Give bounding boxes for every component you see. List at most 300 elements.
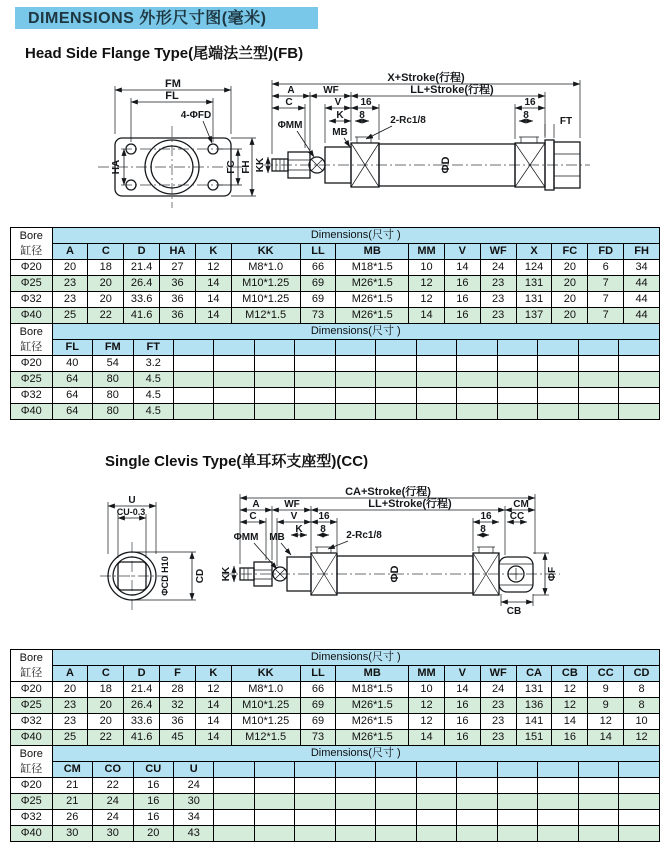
table-row [11, 276, 660, 292]
dim-cell-empty [254, 810, 294, 826]
bore-header: Bore 缸径 [11, 650, 53, 682]
dim-label-fm: FM [165, 78, 181, 90]
column-header-empty [295, 340, 335, 356]
dim-cell: 25 [52, 308, 88, 324]
dim-cell-empty [295, 388, 335, 404]
dim-cell: 41.6 [124, 730, 160, 746]
dim-cell-empty [295, 404, 335, 420]
column-header-empty [578, 340, 618, 356]
dim-cell: 16 [552, 730, 588, 746]
dim-cell-empty [416, 356, 456, 372]
dim-cell-empty [416, 794, 456, 810]
column-header-empty [497, 340, 537, 356]
dim-cell: 64 [52, 404, 92, 420]
column-header-cm: CM [52, 762, 92, 778]
dim-label-x-stroke: X+Stroke(行程) [387, 72, 465, 84]
dim-cell: 16 [444, 292, 480, 308]
dim-cell: 21 [52, 778, 92, 794]
dim-cell-empty [335, 826, 375, 842]
table-row [11, 260, 660, 276]
dim-cell-empty [376, 810, 416, 826]
dim-label-16a: 16 [360, 97, 372, 108]
table-row [11, 372, 660, 388]
dim-cell-empty [538, 778, 578, 794]
column-header-ll: LL [300, 666, 336, 682]
dimensions-header: Dimensions(尺寸 ) [52, 324, 659, 340]
dim-cell-empty [416, 388, 456, 404]
dim-cell: 23 [52, 276, 88, 292]
dim-label-wf: WF [284, 499, 300, 510]
dim-cell-empty [173, 388, 213, 404]
dim-cell: 14 [409, 730, 445, 746]
dim-cell-empty [497, 810, 537, 826]
cc-cylinder-side-view [221, 486, 560, 617]
table-row [11, 794, 660, 810]
dim-cell: 124 [516, 260, 552, 276]
column-header-empty [416, 340, 456, 356]
dim-label-16b: 16 [480, 511, 492, 522]
dim-cell-empty [214, 778, 254, 794]
dim-label-d: ΦD [440, 156, 452, 174]
column-header-fl: FL [52, 340, 92, 356]
dim-cell: M10*1.25 [231, 292, 300, 308]
dimensions-table [10, 745, 660, 842]
dim-cell-empty [457, 810, 497, 826]
dim-cell: 16 [444, 714, 480, 730]
dim-cell-empty [619, 778, 660, 794]
page-title: DIMENSIONS 外形尺寸图(毫米) [15, 7, 318, 29]
dim-cell-empty [538, 810, 578, 826]
dim-label-kk: KK [221, 566, 232, 582]
dim-label-ll-stroke: LL+Stroke(行程) [368, 498, 452, 510]
dim-cell: 69 [300, 276, 336, 292]
table-row [11, 714, 660, 730]
dim-cell-empty [376, 356, 416, 372]
dim-label-k: K [336, 110, 344, 121]
dim-cell-empty [416, 372, 456, 388]
dim-cell: 14 [552, 714, 588, 730]
dim-cell: 9 [588, 682, 624, 698]
dim-label-cd: CD [195, 568, 206, 584]
column-header-empty [214, 340, 254, 356]
dim-label-wf: WF [323, 85, 339, 96]
dim-cell: 26 [52, 810, 92, 826]
dim-cell: 22 [93, 778, 133, 794]
column-header-empty [457, 340, 497, 356]
dim-cell: 54 [93, 356, 133, 372]
dim-cell: 69 [300, 292, 336, 308]
table-row [11, 698, 660, 714]
dim-cell: 14 [409, 308, 445, 324]
dim-cell: 14 [444, 682, 480, 698]
dim-cell: 10 [624, 714, 660, 730]
column-header-kk: KK [231, 666, 300, 682]
dim-cell: 24 [93, 810, 133, 826]
dim-cell: M10*1.25 [231, 698, 300, 714]
dim-label-8b: 8 [523, 110, 529, 121]
column-header-u: U [173, 762, 213, 778]
column-header-c: C [88, 666, 124, 682]
dim-label-fl: FL [165, 90, 179, 102]
dim-cell-empty [619, 356, 660, 372]
dim-cell: 21 [52, 794, 92, 810]
dim-label-c: C [249, 511, 257, 522]
column-header-cd: CD [624, 666, 660, 682]
dim-cell: 136 [516, 698, 552, 714]
dim-cell-empty [578, 388, 618, 404]
dim-cell: 12 [409, 276, 445, 292]
table-row [11, 308, 660, 324]
dim-label-16b: 16 [524, 97, 536, 108]
dim-label-ft: FT [559, 116, 573, 127]
dim-cell: 14 [195, 714, 231, 730]
dim-cell-empty [578, 826, 618, 842]
dim-cell: 10 [409, 682, 445, 698]
dim-cell-empty [214, 794, 254, 810]
column-header-d: D [124, 666, 160, 682]
dim-cell: M26*1.5 [336, 714, 409, 730]
dim-cell: 20 [52, 260, 88, 276]
dim-cell: 16 [444, 308, 480, 324]
dimensions-table [10, 227, 660, 324]
dim-cell: M12*1.5 [231, 730, 300, 746]
dim-cell-empty [538, 388, 578, 404]
dim-label-fc: FC [226, 160, 237, 174]
dim-label-8a: 8 [320, 524, 326, 535]
dim-cell: 12 [409, 714, 445, 730]
bore-cell: Φ20 [11, 682, 53, 698]
dim-cell: 12 [624, 730, 660, 746]
cc-section-heading: Single Clevis Type(单耳环支座型)(CC) [105, 453, 369, 470]
dim-cell: M26*1.5 [336, 276, 409, 292]
column-header-cb: CB [552, 666, 588, 682]
dim-cell-empty [538, 372, 578, 388]
dim-cell: 36 [160, 292, 196, 308]
column-header-fc: FC [552, 244, 588, 260]
bore-cell: Φ20 [11, 260, 53, 276]
dim-cell-empty [497, 778, 537, 794]
column-header-fd: FD [588, 244, 624, 260]
column-header-empty [376, 340, 416, 356]
dim-cell-empty [295, 794, 335, 810]
dim-cell: 23 [52, 698, 88, 714]
dim-cell: M26*1.5 [336, 292, 409, 308]
column-header-empty [376, 762, 416, 778]
column-header-v: V [444, 666, 480, 682]
column-header-cu: CU [133, 762, 173, 778]
dim-cell: 23 [480, 730, 516, 746]
cc-clevis-front-view [100, 495, 206, 610]
column-header-f: F [160, 666, 196, 682]
dim-cell: 73 [300, 730, 336, 746]
dim-cell-empty [214, 810, 254, 826]
dim-cell: 30 [93, 826, 133, 842]
dim-cell: 12 [552, 682, 588, 698]
dim-cell-empty [578, 356, 618, 372]
dim-label-mm: ΦMM [233, 532, 259, 543]
dim-cell: 12 [195, 682, 231, 698]
column-header-empty [173, 340, 213, 356]
column-header-mm: MM [409, 666, 445, 682]
column-header-empty [295, 762, 335, 778]
dim-cell: 14 [195, 308, 231, 324]
dim-cell: 80 [93, 404, 133, 420]
dim-cell: M18*1.5 [336, 260, 409, 276]
bore-cell: Φ20 [11, 356, 53, 372]
dim-cell: 20 [88, 276, 124, 292]
dim-cell: 12 [552, 698, 588, 714]
dim-cell-empty [457, 404, 497, 420]
dim-label-cd-h10: ΦCD H10 [160, 556, 170, 596]
dim-cell: 22 [88, 308, 124, 324]
bore-cell: Φ40 [11, 308, 53, 324]
dim-cell-empty [254, 826, 294, 842]
dim-cell: 14 [195, 698, 231, 714]
dim-cell: 12 [195, 260, 231, 276]
dim-cell-empty [335, 404, 375, 420]
dim-cell-empty [578, 404, 618, 420]
dim-cell-empty [335, 356, 375, 372]
dim-cell-empty [254, 388, 294, 404]
column-header-a: A [52, 666, 88, 682]
dim-cell: 73 [300, 308, 336, 324]
dim-cell-empty [416, 404, 456, 420]
dim-cell-empty [295, 372, 335, 388]
dim-cell: 44 [624, 276, 660, 292]
dim-cell: 20 [88, 698, 124, 714]
dim-cell-empty [457, 356, 497, 372]
dim-label-8a: 8 [359, 110, 365, 121]
dim-cell: 12 [409, 698, 445, 714]
column-header-empty [457, 762, 497, 778]
dim-label-k: K [295, 524, 303, 535]
dim-cell: 24 [480, 682, 516, 698]
dim-cell: 25 [52, 730, 88, 746]
dim-label-rc: 2-Rc1/8 [390, 115, 426, 126]
column-header-empty [538, 762, 578, 778]
dim-cell: 7 [588, 276, 624, 292]
column-header-empty [497, 762, 537, 778]
dim-cell: M10*1.25 [231, 276, 300, 292]
dim-cell-empty [376, 372, 416, 388]
bore-cell: Φ32 [11, 292, 53, 308]
table-row [11, 826, 660, 842]
dim-label-v: V [290, 511, 298, 522]
dim-cell: 131 [516, 292, 552, 308]
dim-cell: 7 [588, 308, 624, 324]
dim-cell: 23 [52, 714, 88, 730]
dim-cell-empty [497, 372, 537, 388]
bore-cell: Φ25 [11, 794, 53, 810]
dim-cell-empty [416, 810, 456, 826]
dim-cell: 131 [516, 682, 552, 698]
table-row [11, 388, 660, 404]
bore-cell: Φ32 [11, 810, 53, 826]
dim-cell: 26.4 [124, 276, 160, 292]
dim-cell-empty [214, 356, 254, 372]
bore-header: Bore 缸径 [11, 228, 53, 260]
dim-label-ll-stroke: LL+Stroke(行程) [410, 84, 494, 96]
bore-cell: Φ32 [11, 388, 53, 404]
dimensions-header: Dimensions(尺寸 ) [52, 228, 659, 244]
bore-cell: Φ40 [11, 826, 53, 842]
dim-cell: 23 [480, 714, 516, 730]
dim-cell-empty [497, 388, 537, 404]
fb-section-heading: Head Side Flange Type(尾端法兰型)(FB) [25, 45, 304, 62]
dim-cell: 14 [195, 276, 231, 292]
dimensions-table [10, 649, 660, 746]
dim-cell: 131 [516, 276, 552, 292]
dim-cell-empty [578, 794, 618, 810]
dim-cell: 28 [160, 682, 196, 698]
dim-cell: M8*1.0 [231, 682, 300, 698]
dim-cell-empty [497, 794, 537, 810]
dim-label-cu: CU-0.3 [116, 507, 146, 517]
table-row [11, 682, 660, 698]
fb-dimension-tables [10, 228, 660, 420]
dim-label-d: ΦD [389, 565, 401, 583]
bore-cell: Φ20 [11, 778, 53, 794]
table-row [11, 292, 660, 308]
column-header-k: K [195, 244, 231, 260]
dim-cell: 24 [173, 778, 213, 794]
dim-cell: 18 [88, 260, 124, 276]
dim-cell-empty [295, 810, 335, 826]
dim-cell: 66 [300, 682, 336, 698]
column-header-mb: MB [336, 666, 409, 682]
dim-label-a: A [252, 499, 260, 510]
dim-cell-empty [214, 388, 254, 404]
dim-cell: 141 [516, 714, 552, 730]
column-header-ha: HA [160, 244, 196, 260]
dim-cell-empty [335, 372, 375, 388]
dim-cell-empty [416, 778, 456, 794]
dim-cell: 45 [160, 730, 196, 746]
dim-cell-empty [254, 404, 294, 420]
dim-cell: 14 [195, 730, 231, 746]
dim-cell: 36 [160, 714, 196, 730]
dim-cell-empty [538, 404, 578, 420]
dim-cell: 66 [300, 260, 336, 276]
dim-cell: 21.4 [124, 260, 160, 276]
dim-cell: M18*1.5 [336, 682, 409, 698]
dim-cell: 80 [93, 388, 133, 404]
dim-cell: 12 [409, 292, 445, 308]
column-header-cc: CC [588, 666, 624, 682]
dim-cell: 20 [552, 260, 588, 276]
dim-cell: 22 [88, 730, 124, 746]
dim-cell: 23 [480, 308, 516, 324]
bore-cell: Φ25 [11, 372, 53, 388]
column-header-fh: FH [624, 244, 660, 260]
dim-label-mb: MB [269, 532, 285, 543]
fb-drawing [0, 68, 670, 226]
dim-cell-empty [295, 356, 335, 372]
dim-cell: 20 [552, 308, 588, 324]
dim-cell-empty [254, 372, 294, 388]
dim-cell-empty [376, 826, 416, 842]
dim-cell: 41.6 [124, 308, 160, 324]
dim-label-kk: KK [255, 157, 266, 173]
dim-cell: 8 [624, 682, 660, 698]
dim-cell: 34 [173, 810, 213, 826]
dim-cell: 34 [624, 260, 660, 276]
dim-cell: 23 [480, 292, 516, 308]
dim-cell-empty [457, 778, 497, 794]
dim-cell: 40 [52, 356, 92, 372]
dim-label-a: A [287, 85, 295, 96]
dim-cell-empty [619, 794, 660, 810]
column-header-empty [214, 762, 254, 778]
column-header-ft: FT [133, 340, 173, 356]
dim-label-f: ΦF [547, 566, 558, 582]
dim-cell: 20 [552, 292, 588, 308]
bore-cell: Φ25 [11, 276, 53, 292]
dim-cell-empty [497, 826, 537, 842]
dim-cell: 16 [444, 730, 480, 746]
column-header-ca: CA [516, 666, 552, 682]
dim-cell: 21.4 [124, 682, 160, 698]
dim-cell: 16 [444, 276, 480, 292]
dim-label-4-fd: 4-ΦFD [180, 110, 212, 121]
dim-label-mb: MB [332, 127, 348, 138]
dim-cell: 69 [300, 698, 336, 714]
column-header-empty [254, 340, 294, 356]
column-header-fm: FM [93, 340, 133, 356]
table-row [11, 356, 660, 372]
dim-cell-empty [619, 372, 660, 388]
dim-label-mm: ΦMM [277, 120, 303, 131]
dim-cell-empty [214, 404, 254, 420]
dim-cell: 3.2 [133, 356, 173, 372]
dim-cell: 44 [624, 308, 660, 324]
dim-cell: 33.6 [124, 292, 160, 308]
column-header-ll: LL [300, 244, 336, 260]
dim-cell: 151 [516, 730, 552, 746]
dim-label-cc: CC [509, 511, 525, 522]
bore-cell: Φ25 [11, 698, 53, 714]
dim-cell: 7 [588, 292, 624, 308]
dim-cell-empty [538, 826, 578, 842]
bore-header: Bore 缸径 [11, 324, 53, 356]
column-header-empty [619, 762, 660, 778]
column-header-k: K [195, 666, 231, 682]
cc-drawing [0, 486, 670, 646]
dimensions-table [10, 323, 660, 420]
dim-cell: 10 [409, 260, 445, 276]
dim-cell: 20 [552, 276, 588, 292]
dim-label-c: C [285, 97, 293, 108]
dim-cell: 33.6 [124, 714, 160, 730]
dim-cell-empty [254, 356, 294, 372]
bore-cell: Φ40 [11, 730, 53, 746]
dim-cell-empty [457, 372, 497, 388]
dim-cell-empty [497, 404, 537, 420]
dimensions-header: Dimensions(尺寸 ) [52, 650, 659, 666]
dim-label-16a: 16 [318, 511, 330, 522]
dim-cell: 4.5 [133, 372, 173, 388]
table-row [11, 810, 660, 826]
dim-label-u: U [128, 495, 136, 506]
dim-cell-empty [335, 794, 375, 810]
dim-cell-empty [376, 778, 416, 794]
bore-cell: Φ40 [11, 404, 53, 420]
dim-cell-empty [538, 794, 578, 810]
dim-cell: 14 [195, 292, 231, 308]
dimensions-header: Dimensions(尺寸 ) [52, 746, 659, 762]
dim-cell-empty [538, 356, 578, 372]
dim-cell: 18 [88, 682, 124, 698]
